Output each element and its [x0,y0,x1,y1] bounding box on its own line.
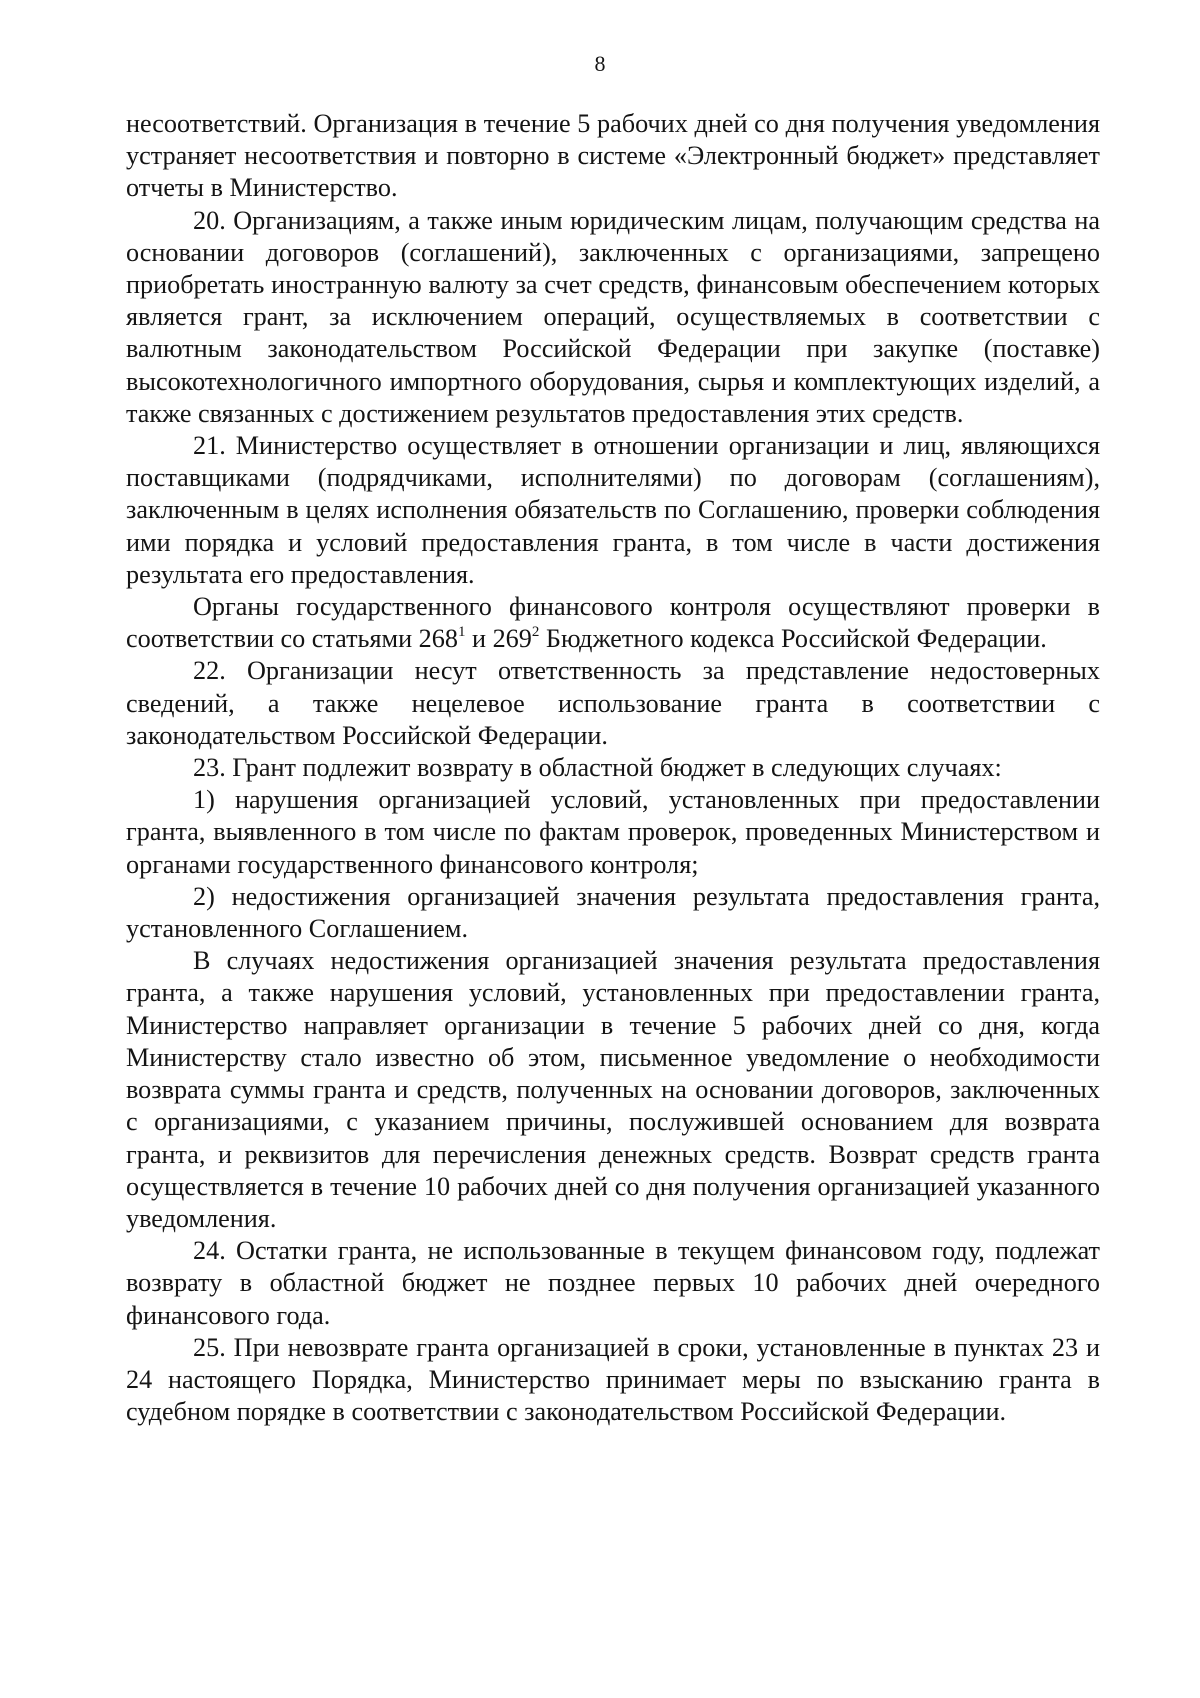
superscript: 1 [457,623,466,640]
paragraph-23-return-notice: В случаях недостижения организацией значения результата предоставления гранта, а также нарушения условий, установленных при предоставлении гранта, Министерство направляет организации в течение 5 рабочих дней со дня, когда Министерству стало известно об этом, письменное уведомление о необходимости возврата суммы гранта и средств, полученных на основании договоров, заключенных с организациями, с указанием причины, послужившей основанием для возврата гранта, и реквизитов для перечисления денежных средств. Возврат средств гранта осуществляется в течение 10 рабочих дней со дня получения организацией указанного уведомления. [126,946,1100,1233]
paragraph-22: 22. Организации несут ответственность за представление недостоверных сведений, а также нецелевое использование гранта в соответствии с законодательством Российской Федерации. [126,656,1100,750]
paragraph-23-item-1: 1) нарушения организацией условий, установленных при предоставлении гранта, выявленного в том числе по фактам проверок, проведенных Министерством и органами государственного финансового контроля; [126,785,1100,879]
paragraph-text-part: Органы государственного финансового контроля осуществляют проверки в соответствии со статьями 268 [126,592,1100,654]
document-body [126,108,1100,1428]
paragraph-24: 24. Остатки гранта, не использованные в текущем финансовом году, подлежат возврату в областной бюджет не позднее первых 10 рабочих дней очередного финансового года. [126,1236,1100,1330]
paragraph-23-item-2: 2) недостижения организацией значения результата предоставления гранта, установленного Соглашением. [126,881,1100,944]
paragraph-21-control-bodies [126,591,1100,655]
paragraph-20: 20. Организациям, а также иным юридическим лицам, получающим средства на основании договоров (соглашений), заключенных с организациями, запрещено приобретать иностранную валюту за счет средств, финансовым обеспечением которых является грант, за исключением операций, осуществляемых в соответствии с валютным законодательством Российской Федерации при закупке (поставке) высокотехнологичного импортного оборудования, сырья и комплектующих изделий, а также связанных с достижением результатов предоставления этих средств. [126,205,1100,428]
paragraph-text-part: и 269 [465,624,532,654]
paragraph-23: 23. Грант подлежит возврату в областной бюджет в следующих случаях: [193,753,1002,783]
superscript: 2 [531,623,540,640]
page-number: 8 [594,51,606,76]
paragraph-25: 25. При невозврате гранта организацией в сроки, установленные в пунктах 23 и 24 настоящего Порядка, Министерство принимает меры по взысканию гранта в судебном порядке в соответствии с законодательством Российской Федерации. [126,1332,1100,1427]
paragraph-text-part: Бюджетного кодекса Российской Федерации. [539,624,1047,654]
paragraph-continuation: несоответствий. Организация в течение 5 рабочих дней со дня получения уведомления устраняет несоответствия и повторно в системе «Электронный бюджет» представляет отчеты в Министерство. [126,109,1100,203]
paragraph-21: 21. Министерство осуществляет в отношении организации и лиц, являющихся поставщиками (подрядчиками, исполнителями) по договорам (соглашениям), заключенным в целях исполнения обязательств по Соглашению, проверки соблюдения ими порядка и условий предоставления гранта, в том числе в части достижения результата его предоставления. [126,431,1100,589]
